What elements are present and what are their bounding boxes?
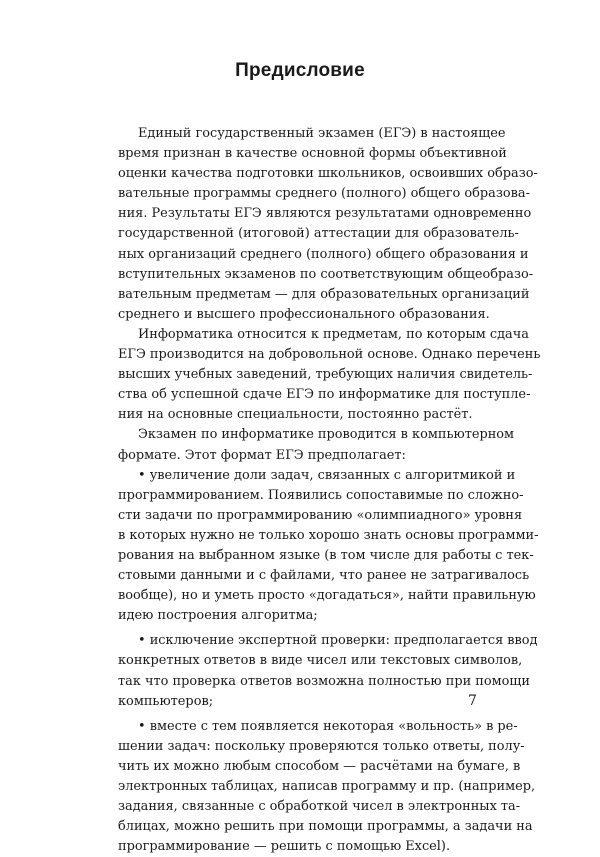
text-line: сти задачи по программированию «олимпиадного» уровня <box>118 507 523 523</box>
text-line: время признан в качестве основной формы объективной <box>118 146 507 162</box>
text-line: так что проверка ответов возможна полностью при помощи <box>118 673 530 689</box>
text-line: вательным предметам — для образовательных организаций <box>118 286 530 302</box>
text-line: среднего и высшего профессионального образования. <box>118 306 490 322</box>
text-line: вательные программы среднего (полного) общего образова- <box>118 186 530 202</box>
text-line: компьютеров; <box>118 693 214 709</box>
paragraph <box>118 425 515 465</box>
text-line: идею построения алгоритма; <box>118 608 318 624</box>
paragraph <box>118 325 541 425</box>
text-line: • увеличение доли задач, связанных с алгоритмикой и <box>138 467 516 483</box>
text-line: шении задач: поскольку проверяются только ответы, полу- <box>118 738 525 754</box>
text-line: ЕГЭ производится на добровольной основе. Однако перечень <box>118 347 541 363</box>
text-line: Информатика относится к предметам, по которым сдача <box>138 326 529 342</box>
text-line: Единый государственный экзамен (ЕГЭ) в настоящее <box>138 126 506 141</box>
page-title: Предисловие <box>235 60 365 81</box>
text-line: программирование — решить с помощью Excel). <box>118 839 451 855</box>
text-line: программированием. Появились сопоставимые по сложно- <box>118 487 524 503</box>
text-line: ния на основные специальности, постоянно растёт. <box>118 407 473 423</box>
text-line: вообще), но и уметь просто «догадаться», найти правильную <box>118 588 536 604</box>
text-line: высших учебных заведений, требующих наличия свидетель- <box>118 367 533 383</box>
bullet-item <box>118 717 536 857</box>
bullet-item <box>118 466 539 627</box>
text-line: блицах, можно решить при помощи программы, а задачи на <box>118 819 533 835</box>
text-line: чить их можно любым способом — расчётами на бумаге, в <box>118 758 521 774</box>
text-line: задания, связанные с обработкой чисел в электронных та- <box>118 799 521 815</box>
text-line: рования на выбранном языке (в том числе для работы с тек- <box>118 547 534 563</box>
text-line: формате. Этот формат ЕГЭ предполагает: <box>118 447 406 463</box>
paragraph <box>118 124 538 325</box>
bullet-item <box>118 631 538 711</box>
text-line: ных организаций среднего (полного) общего образования и <box>118 246 529 262</box>
body-text <box>118 124 541 857</box>
page-number: 7 <box>468 693 477 709</box>
text-line: ства об успешной сдаче ЕГЭ по информатике для поступле- <box>118 387 531 403</box>
text-line: оценки качества подготовки школьников, освоивших образо- <box>118 166 538 182</box>
text-line: • вместе с тем появляется некоторая «вольность» в ре- <box>138 718 518 734</box>
text-line: конкретных ответов в виде чисел или текстовых символов, <box>118 653 523 669</box>
text-line: в которых нужно не только хорошо знать основы программи- <box>118 527 539 543</box>
text-line: электронных таблицах, написав программу и пр. (например, <box>118 779 536 794</box>
text-line: вступительных экзаменов по соответствующим общеобразо- <box>118 266 534 282</box>
text-line: государственной (итоговой) аттестации для образователь- <box>118 226 519 242</box>
text-line: ния. Результаты ЕГЭ являются результатами одновременно <box>118 206 532 222</box>
text-line: стовыми данными и с файлами, что ранее не затрагивалось <box>118 568 530 584</box>
text-line: • исключение экспертной проверки: предполагается ввод <box>138 633 538 649</box>
text-line: Экзамен по информатике проводится в компьютерном <box>138 427 515 443</box>
